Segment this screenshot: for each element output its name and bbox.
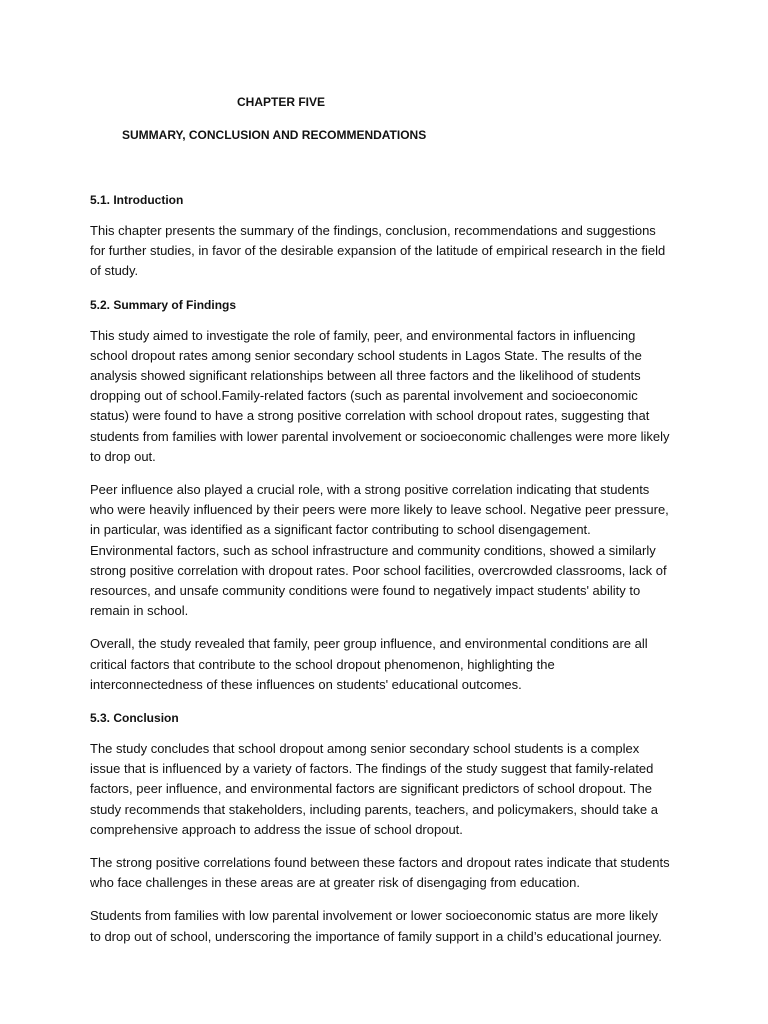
chapter-title: SUMMARY, CONCLUSION AND RECOMMENDATIONS xyxy=(122,128,427,142)
conclusion-paragraph-3: Students from families with low parental involvement or lower socioeconomic status are more likely to drop out of school, underscoring the importance of family support in a child’s educational journey. xyxy=(90,908,662,944)
summary-paragraph-2: Peer influence also played a crucial role, with a strong positive correlation indicating that students who were heavily influenced by their peers were more likely to leave school. Negative peer pressure, in particular, was identified as a significant factor contributing to school disengagement. Environmental factors, such as school infrastructure and community conditions, showed a similarly strong positive correlation with dropout rates. Poor school facilities, overcrowded classrooms, lack of resources, and unsafe community conditions were found to negatively impact students' ability to remain in school. xyxy=(90,482,669,619)
section-heading-conclusion: 5.3. Conclusion xyxy=(90,711,179,726)
summary-paragraph-3: Overall, the study revealed that family, peer group influence, and environmental conditions are all critical factors that contribute to the school dropout phenomenon, highlighting the interconnectedness of these influences on students' educational outcomes. xyxy=(90,636,648,692)
section-heading-introduction: 5.1. Introduction xyxy=(90,193,184,207)
section-heading-summary: 5.2. Summary of Findings xyxy=(90,297,237,312)
summary-paragraph-1: This study aimed to investigate the role of family, peer, and environmental factors in influencing school dropout rates among senior secondary school students in Lagos State. The results of the analysis showed significant relationships between all three factors and the likelihood of students dropping out of school.Family-related factors (such as parental involvement and socioeconomic status) were found to have a strong positive correlation with school dropout rates, suggesting that students from families with lower parental involvement or socioeconomic challenges were more likely to drop out. xyxy=(90,327,670,464)
introduction-paragraph-1: This chapter presents the summary of the findings, conclusion, recommendations and suggestions for further studies, in favor of the desirable expansion of the latitude of empirical research in the field of study. xyxy=(90,223,666,279)
conclusion-paragraph-2: The strong positive correlations found between these factors and dropout rates indicate that students who face challenges in these areas are at greater risk of disengaging from education. xyxy=(90,855,670,891)
conclusion-paragraph-1: The study concludes that school dropout among senior secondary school students is a complex issue that is influenced by a variety of factors. The findings of the study suggest that family-related factors, peer influence, and environmental factors are significant predictors of school dropout. The study recommends that stakeholders, including parents, teachers, and policymakers, should take a comprehensive approach to address the issue of school dropout. xyxy=(90,741,658,837)
chapter-number: CHAPTER FIVE xyxy=(237,95,326,109)
